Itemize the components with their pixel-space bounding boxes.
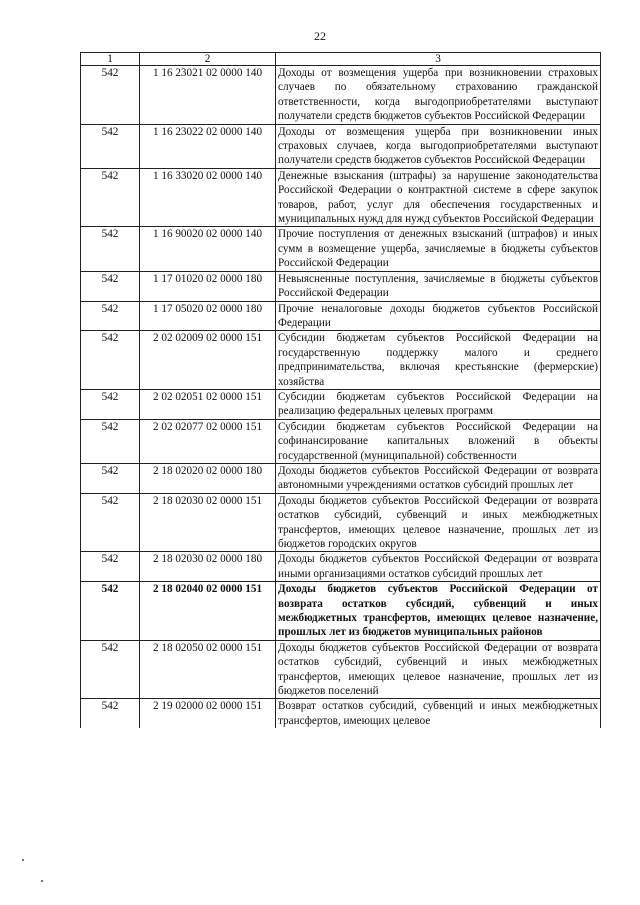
admin-code-cell: 542 xyxy=(81,582,140,641)
description-cell: Доходы бюджетов субъектов Российской Федерации от возврата остатков субсидий, субвенций и иных межбюджетных трансфертов, имеющих целевое назначение, прошлых лет из бюджетов поселений xyxy=(276,640,601,699)
table-row xyxy=(81,124,601,168)
budget-code-cell: 2 18 02030 02 0000 151 xyxy=(140,493,276,552)
admin-code-cell: 542 xyxy=(81,168,140,227)
description-cell: Доходы бюджетов субъектов Российской Федерации от возврата остатков субсидий, субвенций и иных межбюджетных трансфертов, имеющих целевое назначение, прошлых лет из бюджетов муниципальных районов xyxy=(276,582,601,641)
description-cell: Субсидии бюджетам субъектов Российской Федерации на государственную поддержку малого и среднего предпринимательства, включая крестьянские (фермерские) хозяйства xyxy=(276,331,601,390)
budget-code-cell: 1 16 23022 02 0000 140 xyxy=(140,124,276,168)
description-cell: Доходы бюджетов субъектов Российской Федерации от возврата иными организациями остатков субсидий прошлых лет xyxy=(276,552,601,582)
budget-code-cell: 1 16 23021 02 0000 140 xyxy=(140,66,276,125)
description-cell: Субсидии бюджетам субъектов Российской Федерации на софинансирование капитальных вложений в объекты государственной (муниципальной) собственности xyxy=(276,419,601,463)
table-row xyxy=(81,463,601,493)
table-row xyxy=(81,227,601,271)
budget-code-cell: 2 18 02030 02 0000 180 xyxy=(140,552,276,582)
table-row xyxy=(81,493,601,552)
table-row xyxy=(81,301,601,331)
scan-speck xyxy=(41,880,43,882)
table-row xyxy=(81,699,601,728)
description-cell: Прочие поступления от денежных взысканий (штрафов) и иных сумм в возмещение ущерба, зачисляемые в бюджеты субъектов Российской Федерации xyxy=(276,227,601,271)
admin-code-cell: 542 xyxy=(81,227,140,271)
budget-code-cell: 1 17 01020 02 0000 180 xyxy=(140,271,276,301)
admin-code-cell: 542 xyxy=(81,419,140,463)
revenue-classification-table xyxy=(80,52,601,728)
description-cell: Субсидии бюджетам субъектов Российской Федерации на реализацию федеральных целевых программ xyxy=(276,389,601,419)
budget-code-cell: 2 19 02000 02 0000 151 xyxy=(140,699,276,728)
admin-code-cell: 542 xyxy=(81,66,140,125)
description-cell: Доходы бюджетов субъектов Российской Федерации от возврата автономными учреждениями остатков субсидий прошлых лет xyxy=(276,463,601,493)
budget-code-cell: 2 02 02051 02 0000 151 xyxy=(140,389,276,419)
budget-code-cell: 2 18 02020 02 0000 180 xyxy=(140,463,276,493)
budget-code-cell: 1 17 05020 02 0000 180 xyxy=(140,301,276,331)
table-row xyxy=(81,331,601,390)
table-header-row xyxy=(81,53,601,66)
column-header-description: 3 xyxy=(276,53,601,66)
admin-code-cell: 542 xyxy=(81,301,140,331)
admin-code-cell: 542 xyxy=(81,552,140,582)
table-row xyxy=(81,168,601,227)
budget-code-cell: 2 02 02077 02 0000 151 xyxy=(140,419,276,463)
description-cell: Невыясненные поступления, зачисляемые в бюджеты субъектов Российской Федерации xyxy=(276,271,601,301)
table-row xyxy=(81,582,601,641)
table-row xyxy=(81,271,601,301)
description-cell: Доходы от возмещения ущерба при возникновении страховых случаев по обязательному страхованию гражданской ответственности, когда выгодоприобретателями выступают получатели средств бюджетов субъектов Российской Федерации xyxy=(276,66,601,125)
description-cell: Денежные взыскания (штрафы) за нарушение законодательства Российской Федерации о контрактной системе в сфере закупок товаров, работ, услуг для обеспечения государственных и муниципальных нужд для нужд субъектов Российской Федерации xyxy=(276,168,601,227)
admin-code-cell: 542 xyxy=(81,331,140,390)
admin-code-cell: 542 xyxy=(81,463,140,493)
budget-code-cell: 2 18 02050 02 0000 151 xyxy=(140,640,276,699)
budget-code-cell: 2 02 02009 02 0000 151 xyxy=(140,331,276,390)
page-number: 22 xyxy=(314,29,326,43)
admin-code-cell: 542 xyxy=(81,640,140,699)
column-header-code: 2 xyxy=(140,53,276,66)
admin-code-cell: 542 xyxy=(81,389,140,419)
description-cell: Прочие неналоговые доходы бюджетов субъектов Российской Федерации xyxy=(276,301,601,331)
budget-code-cell: 1 16 33020 02 0000 140 xyxy=(140,168,276,227)
scan-speck xyxy=(22,859,24,861)
admin-code-cell: 542 xyxy=(81,124,140,168)
budget-code-cell: 2 18 02040 02 0000 151 xyxy=(140,582,276,641)
budget-code-cell: 1 16 90020 02 0000 140 xyxy=(140,227,276,271)
table-row xyxy=(81,640,601,699)
table-row xyxy=(81,419,601,463)
column-header-admin: 1 xyxy=(81,53,140,66)
admin-code-cell: 542 xyxy=(81,699,140,728)
table-row xyxy=(81,66,601,125)
admin-code-cell: 542 xyxy=(81,493,140,552)
admin-code-cell: 542 xyxy=(81,271,140,301)
table-row xyxy=(81,389,601,419)
description-cell: Возврат остатков субсидий, субвенций и иных межбюджетных трансфертов, имеющих целевое xyxy=(276,699,601,728)
description-cell: Доходы от возмещения ущерба при возникновении иных страховых случаев, когда выгодоприобретателями выступают получатели средств бюджетов субъектов Российской Федерации xyxy=(276,124,601,168)
description-cell: Доходы бюджетов субъектов Российской Федерации от возврата остатков субсидий, субвенций и иных межбюджетных трансфертов, имеющих целевое назначение, прошлых лет из бюджетов городских округов xyxy=(276,493,601,552)
table-row xyxy=(81,552,601,582)
